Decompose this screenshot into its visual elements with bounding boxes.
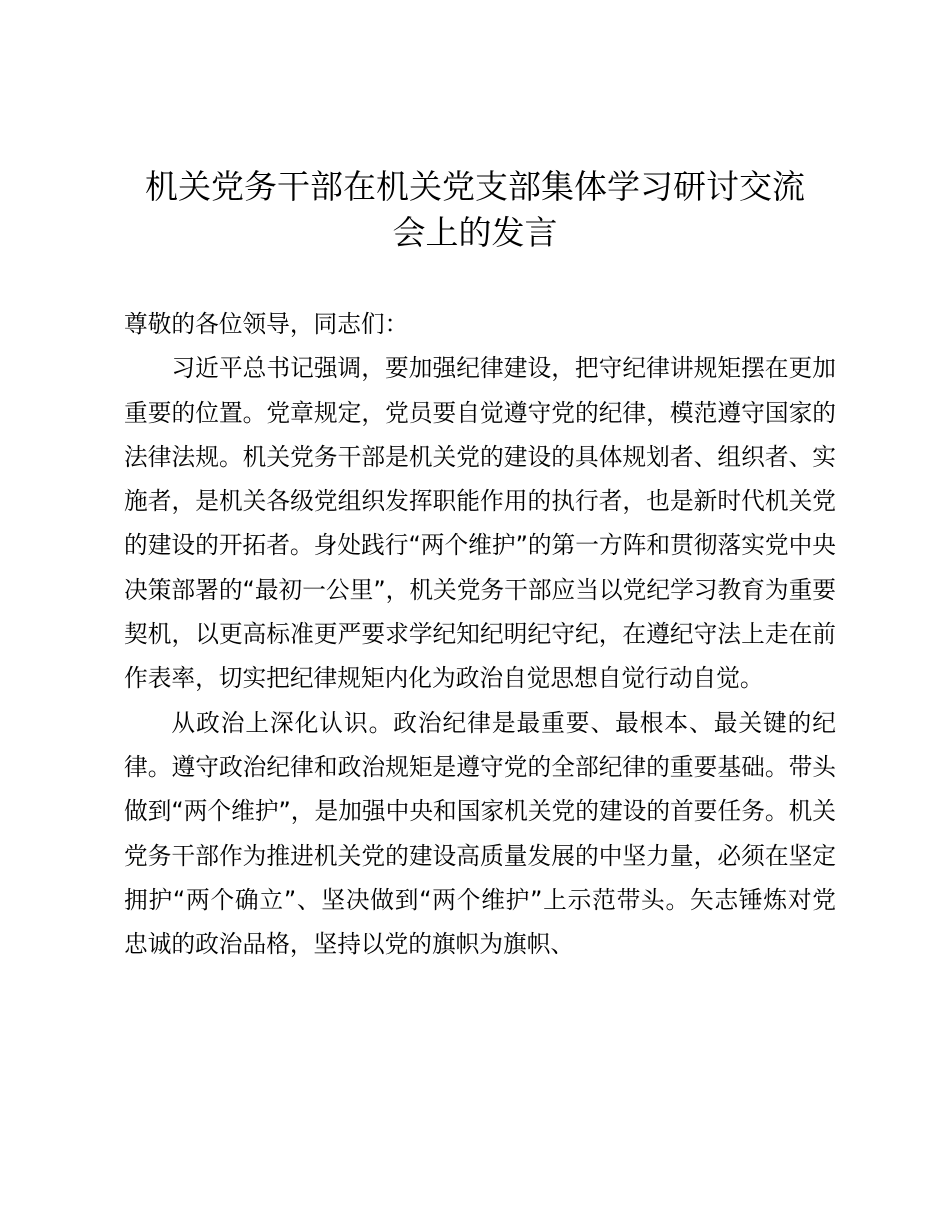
document-body bbox=[124, 302, 836, 966]
title-line-2: 会上的发言 bbox=[392, 213, 558, 252]
paragraph-2: 从政治上深化认识。政治纪律是最重要、最根本、最关键的纪律。遵守政治纪律和政治规矩是遵守党的全部纪律的重要基础。带头做到“两个维护”，是加强中央和国家机关党的建设的首要任务。机关党务干部作为推进机关党的建设高质量发展的中坚力量，必须在坚定拥护“两个确立”、坚决做到“两个维护”上示范带头。矢志锤炼对党忠诚的政治品格，坚持以党的旗帜为旗帜、 bbox=[124, 708, 836, 959]
title-line-1: 机关党务干部在机关党支部集体学习研讨交流 bbox=[145, 167, 805, 206]
salutation: 尊敬的各位领导，同志们： bbox=[124, 310, 409, 338]
paragraph-1: 习近平总书记强调，要加强纪律建设，把守纪律讲规矩摆在更加重要的位置。党章规定，党员要自觉遵守党的纪律，模范遵守国家的法律法规。机关党务干部是机关党的建设的具体规划者、组织者、实施者，是机关各级党组织发挥职能作用的执行者，也是新时代机关党的建设的开拓者。身处践行“两个维护”的第一方阵和贯彻落实党中央决策部署的“最初一公里”，机关党务干部应当以党纪学习教育为重要契机，以更高标准更严要求学纪知纪明纪守纪，在遵纪守法上走在前作表率，切实把纪律规矩内化为政治自觉思想自觉行动自觉。 bbox=[124, 354, 836, 693]
document-title bbox=[100, 164, 850, 256]
